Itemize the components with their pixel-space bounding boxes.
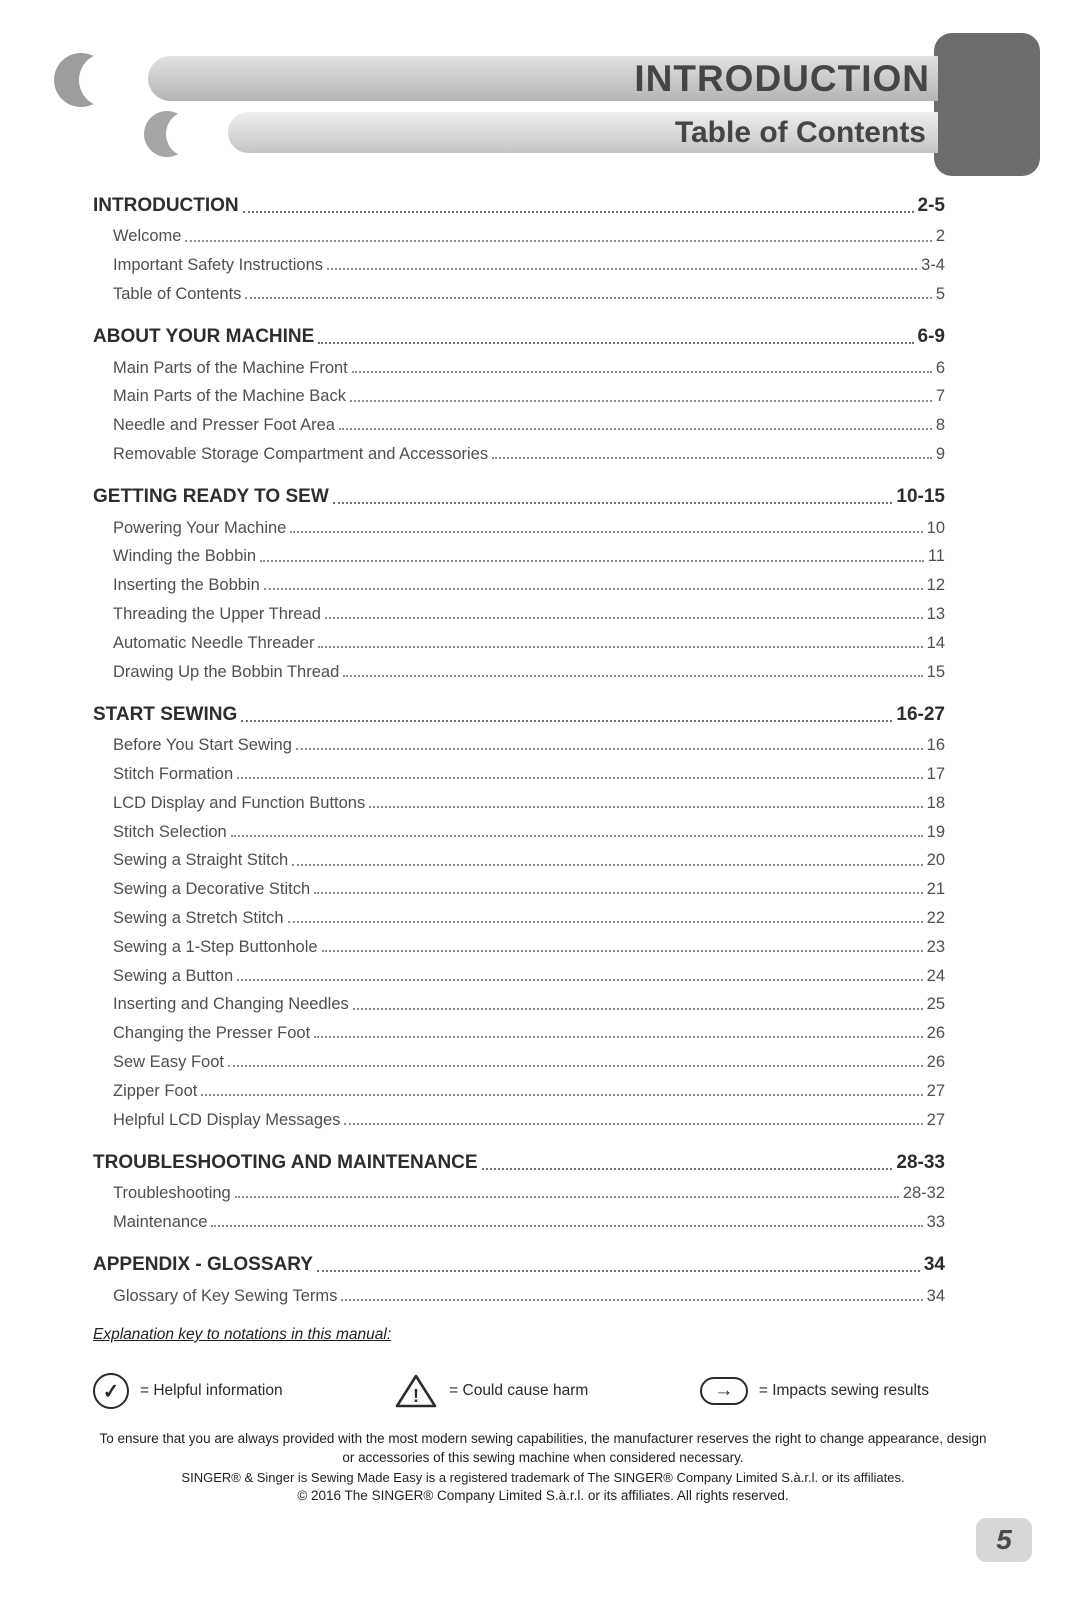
toc-section	[93, 479, 945, 681]
page-subtitle: Table of Contents	[674, 115, 926, 149]
toc-entry	[93, 594, 945, 623]
toc-entry	[93, 726, 945, 755]
toc-entry	[93, 623, 945, 652]
entry-label: Drawing Up the Bobbin Thread	[113, 662, 340, 681]
entry-label: Sewing a Button	[113, 966, 234, 985]
toc-entry	[93, 985, 945, 1014]
toc-entry	[93, 508, 945, 537]
dot-leader	[333, 502, 893, 504]
entry-page: 17	[926, 765, 945, 783]
dot-leader	[296, 748, 923, 750]
key-item	[394, 1372, 588, 1410]
dot-leader	[237, 777, 923, 779]
entry-label: Helpful LCD Display Messages	[113, 1110, 341, 1129]
dot-leader	[231, 835, 923, 837]
key-item	[93, 1373, 283, 1409]
entry-page: 8	[935, 416, 945, 435]
entry-page: 23	[926, 937, 945, 956]
entry-page: 25	[926, 995, 945, 1014]
toc-entry	[93, 274, 945, 303]
dot-leader	[290, 531, 922, 533]
toc-section-heading	[93, 479, 945, 508]
toc-entry	[93, 1202, 945, 1231]
dot-leader	[243, 211, 914, 213]
entry-label: Sew Easy Foot	[113, 1052, 224, 1071]
header-title-bar	[148, 56, 938, 101]
toc-section	[93, 319, 945, 463]
toc	[93, 188, 945, 1321]
entry-page: 6	[935, 358, 945, 377]
dot-leader	[352, 371, 932, 373]
section-pages: 6-9	[917, 326, 945, 348]
toc-entry	[93, 1276, 945, 1305]
section-title: START SEWING	[93, 703, 238, 725]
dot-leader	[245, 297, 931, 299]
dot-leader	[228, 1065, 923, 1067]
entry-page: 16	[926, 736, 945, 755]
dot-leader	[314, 892, 922, 894]
toc-entry	[93, 406, 945, 435]
entry-page: 22	[926, 908, 945, 927]
header-subtitle-bar	[228, 112, 938, 153]
toc-section-heading	[93, 1247, 945, 1276]
entry-page: 9	[935, 445, 945, 464]
toc-entry	[93, 348, 945, 377]
toc-entry	[93, 812, 945, 841]
toc-section-heading	[93, 319, 945, 348]
dot-leader	[292, 864, 922, 866]
dot-leader	[201, 1094, 922, 1096]
toc-entry	[93, 870, 945, 899]
crescent-icon	[143, 110, 217, 160]
legal-line-2: SINGER® & Singer is Sewing Made Easy is a registered trademark of The SINGER® Company Limited S.à.r.l. or its affiliates.	[181, 1470, 905, 1486]
toc-entry	[93, 754, 945, 783]
svg-text:!: !	[413, 1386, 420, 1406]
entry-page: 14	[926, 633, 945, 652]
entry-page: 21	[926, 880, 945, 899]
notation-key	[93, 1326, 945, 1410]
dot-leader	[327, 268, 917, 270]
dot-leader	[264, 588, 923, 590]
dot-leader	[318, 646, 922, 648]
entry-page: 13	[926, 605, 945, 624]
entry-label: Before You Start Sewing	[113, 736, 292, 755]
entry-label: Main Parts of the Machine Front	[113, 358, 348, 377]
entry-page: 12	[926, 576, 945, 595]
page-number-badge: 5	[976, 1518, 1032, 1562]
legal-line-3: © 2016 The SINGER® Company Limited S.à.r.l. or its affiliates. All rights reserved.	[297, 1488, 789, 1504]
toc-entry	[93, 1071, 945, 1100]
toc-entry	[93, 1042, 945, 1071]
section-title: TROUBLESHOOTING AND MAINTENANCE	[93, 1151, 478, 1173]
key-item-label: = Impacts sewing results	[758, 1382, 929, 1399]
toc-section	[93, 1247, 945, 1305]
section-pages: 10-15	[896, 486, 945, 508]
entry-page: 27	[926, 1081, 945, 1100]
toc-entry	[93, 927, 945, 956]
entry-page: 33	[926, 1212, 945, 1231]
toc-entry	[93, 566, 945, 595]
entry-label: Powering Your Machine	[113, 518, 287, 537]
section-title: INTRODUCTION	[93, 194, 239, 216]
section-title: GETTING READY TO SEW	[93, 486, 329, 508]
entry-page: 20	[926, 851, 945, 870]
entry-label: Needle and Presser Foot Area	[113, 416, 335, 435]
toc-entry	[93, 956, 945, 985]
section-pages: 16-27	[896, 703, 945, 725]
toc-entry	[93, 217, 945, 246]
entry-page: 34	[926, 1286, 945, 1305]
entry-page: 11	[927, 547, 945, 566]
entry-label: Automatic Needle Threader	[113, 633, 315, 652]
entry-page: 7	[935, 387, 945, 406]
section-title: APPENDIX - GLOSSARY	[93, 1254, 313, 1275]
toc-entry	[93, 783, 945, 812]
dot-leader	[241, 720, 892, 722]
entry-label: Sewing a Decorative Stitch	[113, 880, 311, 899]
arrow-oval-icon: →	[700, 1377, 748, 1405]
entry-label: Sewing a Straight Stitch	[113, 851, 289, 870]
section-pages: 34	[923, 1254, 945, 1275]
toc-entry	[93, 434, 945, 463]
check-circle-icon: ✓	[92, 1372, 130, 1410]
page-header	[0, 0, 1086, 182]
crescent-icon	[53, 52, 135, 110]
key-item-label: = Helpful information	[140, 1382, 283, 1399]
entry-label: Inserting and Changing Needles	[113, 995, 349, 1014]
dot-leader	[322, 950, 923, 952]
toc-entry	[93, 841, 945, 870]
dot-leader	[343, 675, 922, 677]
entry-label: Threading the Upper Thread	[113, 605, 321, 624]
dot-leader	[235, 1196, 899, 1198]
toc-entry	[93, 246, 945, 275]
entry-label: Zipper Foot	[113, 1081, 198, 1100]
entry-label: Stitch Formation	[113, 765, 234, 783]
dot-leader	[339, 428, 932, 430]
dot-leader	[318, 342, 913, 344]
toc-entry	[93, 537, 945, 566]
dot-leader	[185, 240, 931, 242]
entry-label: Welcome	[113, 227, 182, 246]
entry-page: 28-32	[902, 1184, 945, 1203]
toc-entry	[93, 652, 945, 681]
entry-label: Troubleshooting	[113, 1184, 231, 1203]
entry-page: 27	[926, 1110, 945, 1129]
dot-leader	[288, 921, 923, 923]
entry-page: 26	[926, 1024, 945, 1043]
key-items	[93, 1372, 929, 1410]
entry-label: Sewing a 1-Step Buttonhole	[113, 937, 318, 956]
entry-page: 10	[926, 518, 945, 537]
dot-leader	[353, 1008, 923, 1010]
entry-label: Inserting the Bobbin	[113, 576, 260, 595]
toc-entry	[93, 898, 945, 927]
entry-label: Glossary of Key Sewing Terms	[113, 1286, 338, 1305]
entry-page: 5	[935, 285, 945, 304]
legal-text	[0, 1430, 1086, 1506]
key-item	[700, 1377, 929, 1405]
dot-leader	[350, 400, 932, 402]
dot-leader	[317, 1270, 920, 1272]
entry-page: 2	[935, 227, 945, 246]
dot-leader	[369, 806, 922, 808]
legal-line-1: To ensure that you are always provided with the most modern sewing capabilities, the manufacturer reserves the right to change appearance, design or accessories of this sewing machine when considered necessary.	[99, 1431, 987, 1465]
entry-label: Important Safety Instructions	[113, 256, 324, 275]
entry-label: Stitch Selection	[113, 822, 227, 841]
toc-entry	[93, 1100, 945, 1129]
toc-entry	[93, 1174, 945, 1203]
page-title: INTRODUCTION	[634, 57, 930, 99]
dot-leader	[211, 1225, 922, 1227]
dot-leader	[237, 979, 922, 981]
dot-leader	[314, 1036, 922, 1038]
toc-section-heading	[93, 1145, 945, 1174]
entry-page: 19	[926, 822, 945, 841]
toc-entry	[93, 1014, 945, 1043]
warning-triangle-icon	[394, 1372, 438, 1410]
dot-leader	[492, 457, 932, 459]
entry-page: 26	[926, 1052, 945, 1071]
dot-leader	[325, 617, 923, 619]
toc-section	[93, 188, 945, 303]
dot-leader	[341, 1299, 922, 1301]
toc-section	[93, 1145, 945, 1231]
entry-page: 3-4	[921, 256, 945, 275]
entry-page: 15	[926, 662, 945, 681]
dot-leader	[482, 1168, 893, 1170]
section-pages: 28-33	[896, 1151, 945, 1173]
toc-section-heading	[93, 697, 945, 726]
entry-label: Sewing a Stretch Stitch	[113, 908, 284, 927]
entry-label: Maintenance	[113, 1212, 208, 1231]
notation-key-heading: Explanation key to notations in this manual:	[93, 1326, 392, 1343]
toc-section-heading	[93, 188, 945, 217]
section-title: ABOUT YOUR MACHINE	[93, 326, 315, 348]
key-item-label: = Could cause harm	[449, 1382, 589, 1399]
dot-leader	[260, 560, 924, 562]
toc-section	[93, 697, 945, 1129]
entry-label: Main Parts of the Machine Back	[113, 387, 346, 406]
entry-label: Winding the Bobbin	[113, 547, 257, 566]
entry-page: 24	[926, 966, 945, 985]
entry-page: 18	[926, 793, 945, 812]
toc-entry	[93, 377, 945, 406]
entry-label: Removable Storage Compartment and Accessories	[113, 445, 489, 464]
entry-label: Changing the Presser Foot	[113, 1024, 311, 1043]
header-corner-block	[934, 33, 1040, 176]
entry-label: LCD Display and Function Buttons	[113, 793, 366, 812]
entry-label: Table of Contents	[113, 285, 242, 304]
dot-leader	[344, 1123, 922, 1125]
section-pages: 2-5	[917, 194, 945, 216]
